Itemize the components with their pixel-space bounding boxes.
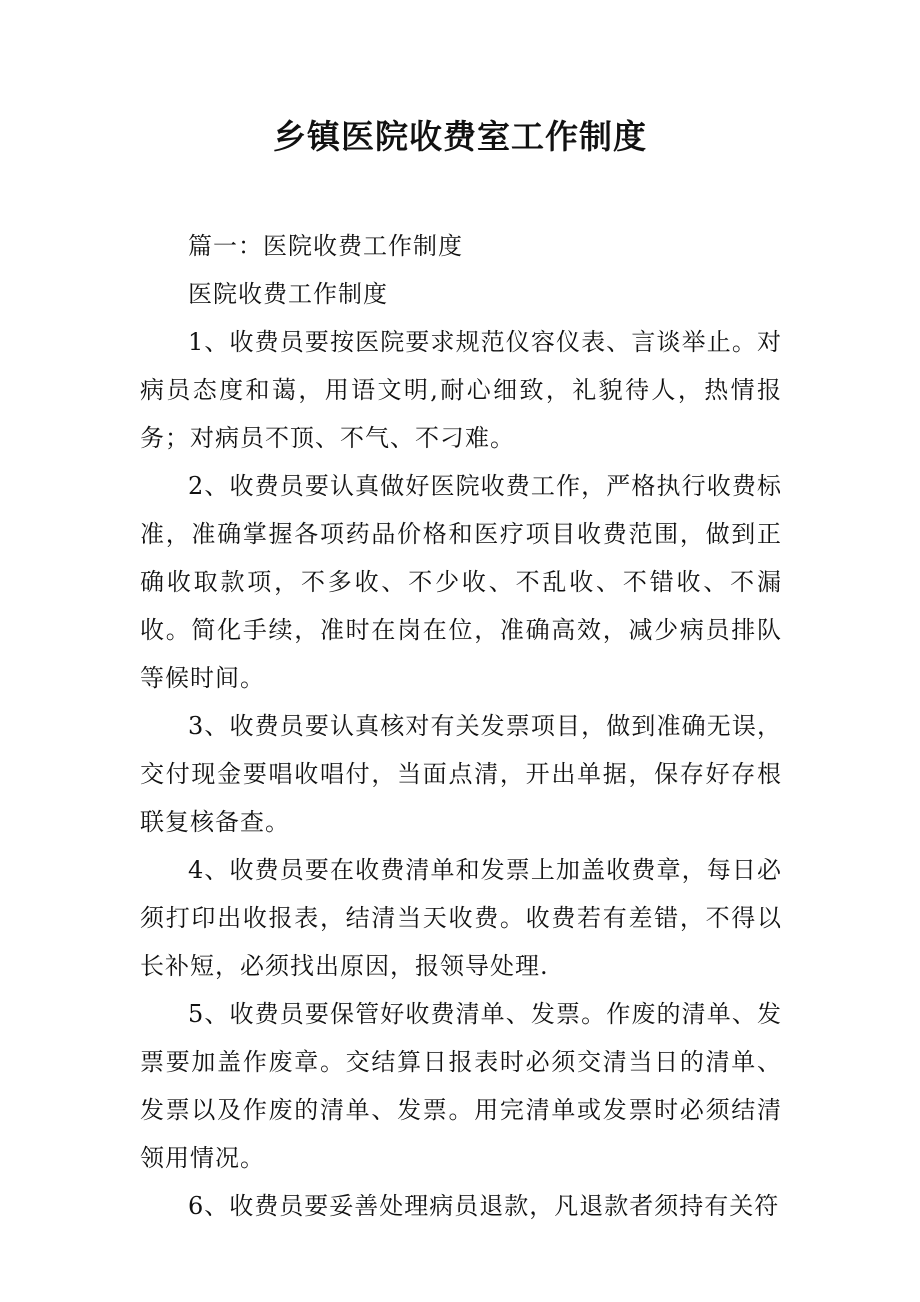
- rule-paragraph-4: 4、收费员要在收费清单和发票上加盖收费章，每日必须打印出收报表，结清当天收费。收费若有差错，不得以长补短，必须找出原因，报领导处理.: [140, 856, 782, 980]
- rule-paragraph-2: 2、收费员要认真做好医院收费工作，严格执行收费标准，准确掌握各项药品价格和医疗项目收费范围，做到正确收取款项，不多收、不少收、不乱收、不错收、不漏收。简化手续，准时在岗在位，准确高效，减少病员排队等候时间。: [140, 472, 782, 692]
- subheading: 医院收费工作制度: [188, 280, 388, 308]
- rule-paragraph-1: 1、收费员要按医院要求规范仪容仪表、言谈举止。对病员态度和蔼，用语文明,耐心细致，礼貌待人，热情报务；对病员不顶、不气、不刁难。: [140, 328, 782, 452]
- rule-paragraph-3: 3、收费员要认真核对有关发票项目，做到准确无误，交付现金要唱收唱付，当面点清，开出单据，保存好存根联复核备查。: [140, 712, 782, 836]
- rule-paragraph-5: 5、收费员要保管好收费清单、发票。作废的清单、发票要加盖作废章。交结算日报表时必须交清当日的清单、发票以及作废的清单、发票。用完清单或发票时必须结清领用情况。: [140, 1000, 782, 1172]
- document-body: [140, 222, 782, 1230]
- rule-paragraph-6: 6、收费员要妥善处理病员退款，凡退款者须持有关符: [188, 1192, 780, 1220]
- section-heading: 篇一：医院收费工作制度: [188, 232, 463, 260]
- document-title: 乡镇医院收费室工作制度: [273, 117, 647, 156]
